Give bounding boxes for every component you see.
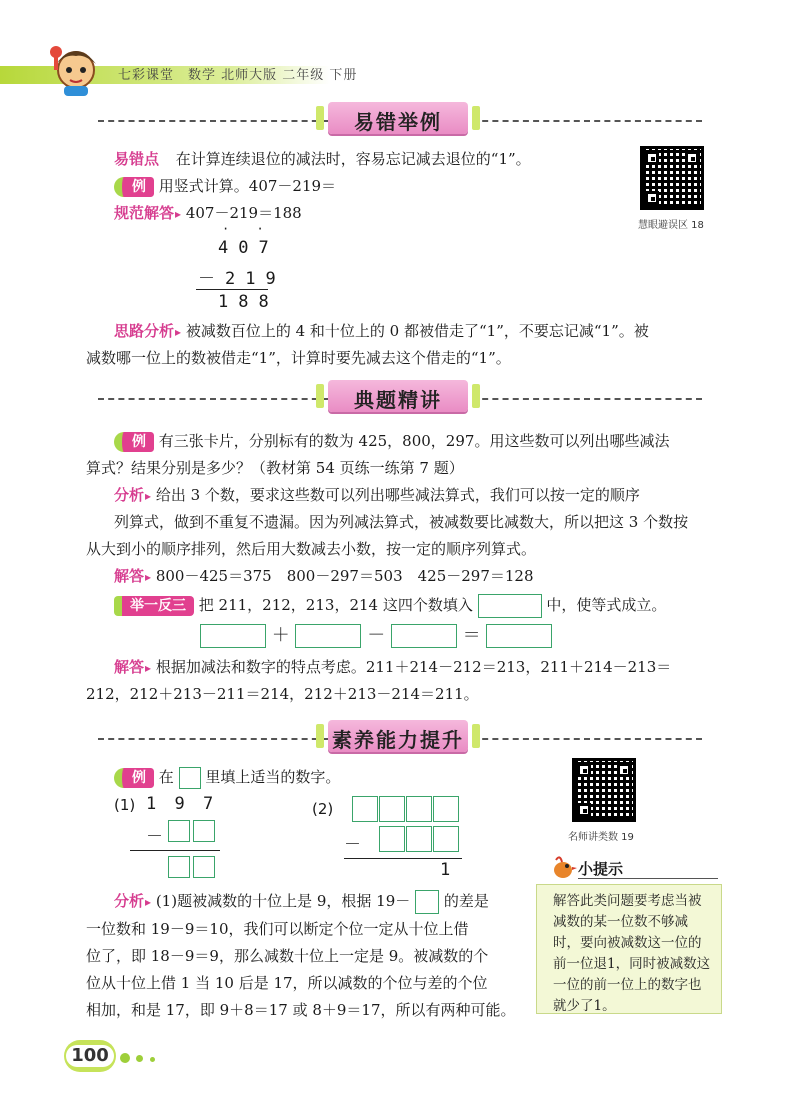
question-line-1: 有三张卡片，分别标有的数为 425，800，297。用这些数可以列出哪些减法 bbox=[158, 432, 670, 450]
minus-sign: － bbox=[367, 625, 386, 646]
p1-blank-4[interactable] bbox=[193, 856, 215, 878]
p1-blank-1[interactable] bbox=[168, 820, 190, 842]
answer-text: 800－425＝375 800－297＝503 425－297＝128 bbox=[155, 567, 534, 585]
equation-box-2[interactable] bbox=[295, 624, 361, 648]
p2-blank-2[interactable] bbox=[379, 796, 405, 822]
equation-box-1[interactable] bbox=[200, 624, 266, 648]
analysis-line-3: 从大到小的顺序排列，然后用大数减去小数，按一定的顺序列算式。 bbox=[86, 540, 537, 558]
hint-title: 小提示 bbox=[578, 860, 624, 878]
qr-code-icon[interactable] bbox=[640, 146, 704, 210]
example-tag: 例 bbox=[114, 432, 154, 452]
ability-question-row bbox=[114, 764, 340, 791]
vertical-result: 188 bbox=[218, 292, 279, 312]
p2-blank-1[interactable] bbox=[352, 796, 378, 822]
example-tag: 例 bbox=[114, 177, 154, 197]
analysis-line-1: 给出 3 个数，要求这些数可以列出哪些减法算式，我们可以按一定的顺序 bbox=[155, 486, 640, 504]
analysis-line-1 bbox=[114, 318, 649, 346]
solution-text: 407－219＝188 bbox=[185, 204, 302, 222]
jyfs-text-1: 把 211，212，213，214 这四个数填入 bbox=[198, 596, 473, 614]
analysis-line-2: 列算式，做到不重复不遗漏。因为列减法算式，被减数要比减数大，所以把这 3 个数按 bbox=[114, 513, 689, 531]
error-point-text: 在计算连续退位的减法时，容易忘记减去退位的“1”。 bbox=[175, 150, 531, 168]
section-banner-error bbox=[98, 100, 702, 140]
analysis-line-2: 一位数和 19－9＝10，我们可以断定个位一定从十位上借 bbox=[86, 920, 469, 938]
p2-result: 1 bbox=[440, 860, 461, 880]
question-post: 里填上适当的数字。 bbox=[205, 768, 341, 786]
p1-minus: － bbox=[146, 827, 173, 847]
section-title: 典题精讲 bbox=[354, 388, 442, 412]
p2-label: (2) bbox=[312, 800, 334, 818]
analysis-box bbox=[415, 890, 439, 914]
analysis-label: 分析 ▸ bbox=[114, 486, 151, 504]
solution-label: 规范解答 ▸ bbox=[114, 204, 181, 222]
analysis-label: 分析 ▸ bbox=[114, 892, 151, 910]
analysis-label: 思路分析 ▸ bbox=[114, 322, 181, 340]
error-point-row bbox=[114, 146, 531, 173]
sample-box bbox=[179, 767, 201, 789]
question-line-2: 算式？结果分别是多少？（教材第 54 页练一练第 7 题） bbox=[86, 459, 464, 477]
qr-code-icon[interactable] bbox=[572, 758, 636, 822]
plus-sign: ＋ bbox=[271, 625, 290, 646]
p1-digits: 1 9 7 bbox=[146, 794, 218, 814]
answer2-line-2: 212，212＋213－211＝214，212＋213－214＝211。 bbox=[86, 685, 479, 703]
section-banner-typical bbox=[98, 378, 702, 418]
typical-answer-row bbox=[114, 563, 534, 591]
answer-box[interactable] bbox=[478, 594, 542, 618]
p2-minus: － bbox=[344, 835, 371, 855]
equation-box-3[interactable] bbox=[391, 624, 457, 648]
analysis-line-1b: 的差是 bbox=[443, 892, 489, 910]
qr-caption: 慧眼避误区 18 bbox=[638, 220, 704, 231]
equals-sign: ＝ bbox=[462, 625, 481, 646]
hint-text: 解答此类问题要考虑当被减数的某一位数不够减时，要向被减数这一位的前一位退1，同时被减数这一位的前一位上的数字也就少了1。 bbox=[553, 893, 711, 1014]
p1-blank-2[interactable] bbox=[193, 820, 215, 842]
jyfs-row bbox=[114, 592, 666, 619]
section-banner-ability bbox=[98, 718, 702, 758]
error-point-label: 易错点 bbox=[114, 150, 160, 168]
analysis-line-5: 相加，和是 17，即 9＋8＝17 或 8＋9＝17，所以有两种可能。 bbox=[86, 1001, 516, 1019]
equation-box-4[interactable] bbox=[486, 624, 552, 648]
example-question: 用竖式计算。407－219＝ bbox=[158, 177, 337, 195]
hint-box bbox=[536, 884, 722, 1014]
answer2-line-1: 根据加减法和数字的特点考虑。211＋214－212＝213，211＋214－213＝ bbox=[155, 658, 672, 676]
p2-blank-3[interactable] bbox=[406, 796, 432, 822]
bird-icon bbox=[548, 854, 578, 882]
header-title: 七彩课堂 数学 北师大版 二年级 下册 bbox=[118, 68, 358, 83]
equation-row bbox=[200, 622, 552, 649]
p1-rule bbox=[130, 850, 220, 851]
page-number bbox=[64, 1040, 116, 1072]
p1-blank-3[interactable] bbox=[168, 856, 190, 878]
p2-blank-6[interactable] bbox=[406, 826, 432, 852]
borrow-dots: · · bbox=[222, 222, 274, 236]
analysis-line-4: 位从十位上借 1 当 10 后是 17，所以减数的个位与差的个位 bbox=[86, 974, 488, 992]
error-example-row bbox=[114, 173, 336, 200]
analysis-line-3: 位了，即 18－9＝9，那么减数十位上一定是 9。被减数的个 bbox=[86, 947, 489, 965]
mascot-icon bbox=[44, 36, 108, 98]
section-title: 易错举例 bbox=[354, 110, 442, 134]
question-pre: 在 bbox=[158, 768, 174, 786]
jyfs-tag: 举一反三 bbox=[114, 596, 194, 616]
analysis-line-1a: (1)题被减数的十位上是 9，根据 19－ bbox=[155, 892, 411, 910]
analysis-text: 被减数百位上的 4 和十位上的 0 都被借走了“1”，不要忘记减“1”。被 bbox=[185, 322, 649, 340]
answer2-row bbox=[114, 654, 671, 682]
decor-dot bbox=[136, 1055, 143, 1062]
typical-analysis-row bbox=[114, 482, 640, 510]
decor-dot bbox=[150, 1057, 155, 1062]
section-title: 素养能力提升 bbox=[332, 728, 464, 752]
p2-blank-7[interactable] bbox=[433, 826, 459, 852]
vertical-top: 407 bbox=[218, 238, 279, 258]
page-number-text: 100 bbox=[66, 1045, 114, 1067]
p2-blank-5[interactable] bbox=[379, 826, 405, 852]
answer-label: 解答 ▸ bbox=[114, 567, 151, 585]
vertical-rule bbox=[196, 289, 268, 290]
example-tag: 例 bbox=[114, 768, 154, 788]
jyfs-text-2: 中，使等式成立。 bbox=[546, 596, 667, 614]
p2-rule bbox=[344, 858, 462, 859]
decor-dot bbox=[120, 1053, 130, 1063]
ability-analysis-row bbox=[114, 888, 489, 916]
p1-label: (1) bbox=[114, 796, 136, 814]
answer-label: 解答 ▸ bbox=[114, 658, 151, 676]
typical-question-row bbox=[114, 428, 669, 455]
analysis-line-2: 减数哪一位上的数被借走“1”，计算时要先减去这个借走的“1”。 bbox=[86, 349, 511, 367]
vertical-middle: －219 bbox=[198, 269, 286, 289]
p2-blank-4[interactable] bbox=[433, 796, 459, 822]
qr-caption: 名师讲类数 19 bbox=[568, 832, 634, 843]
hint-rule bbox=[578, 878, 718, 879]
